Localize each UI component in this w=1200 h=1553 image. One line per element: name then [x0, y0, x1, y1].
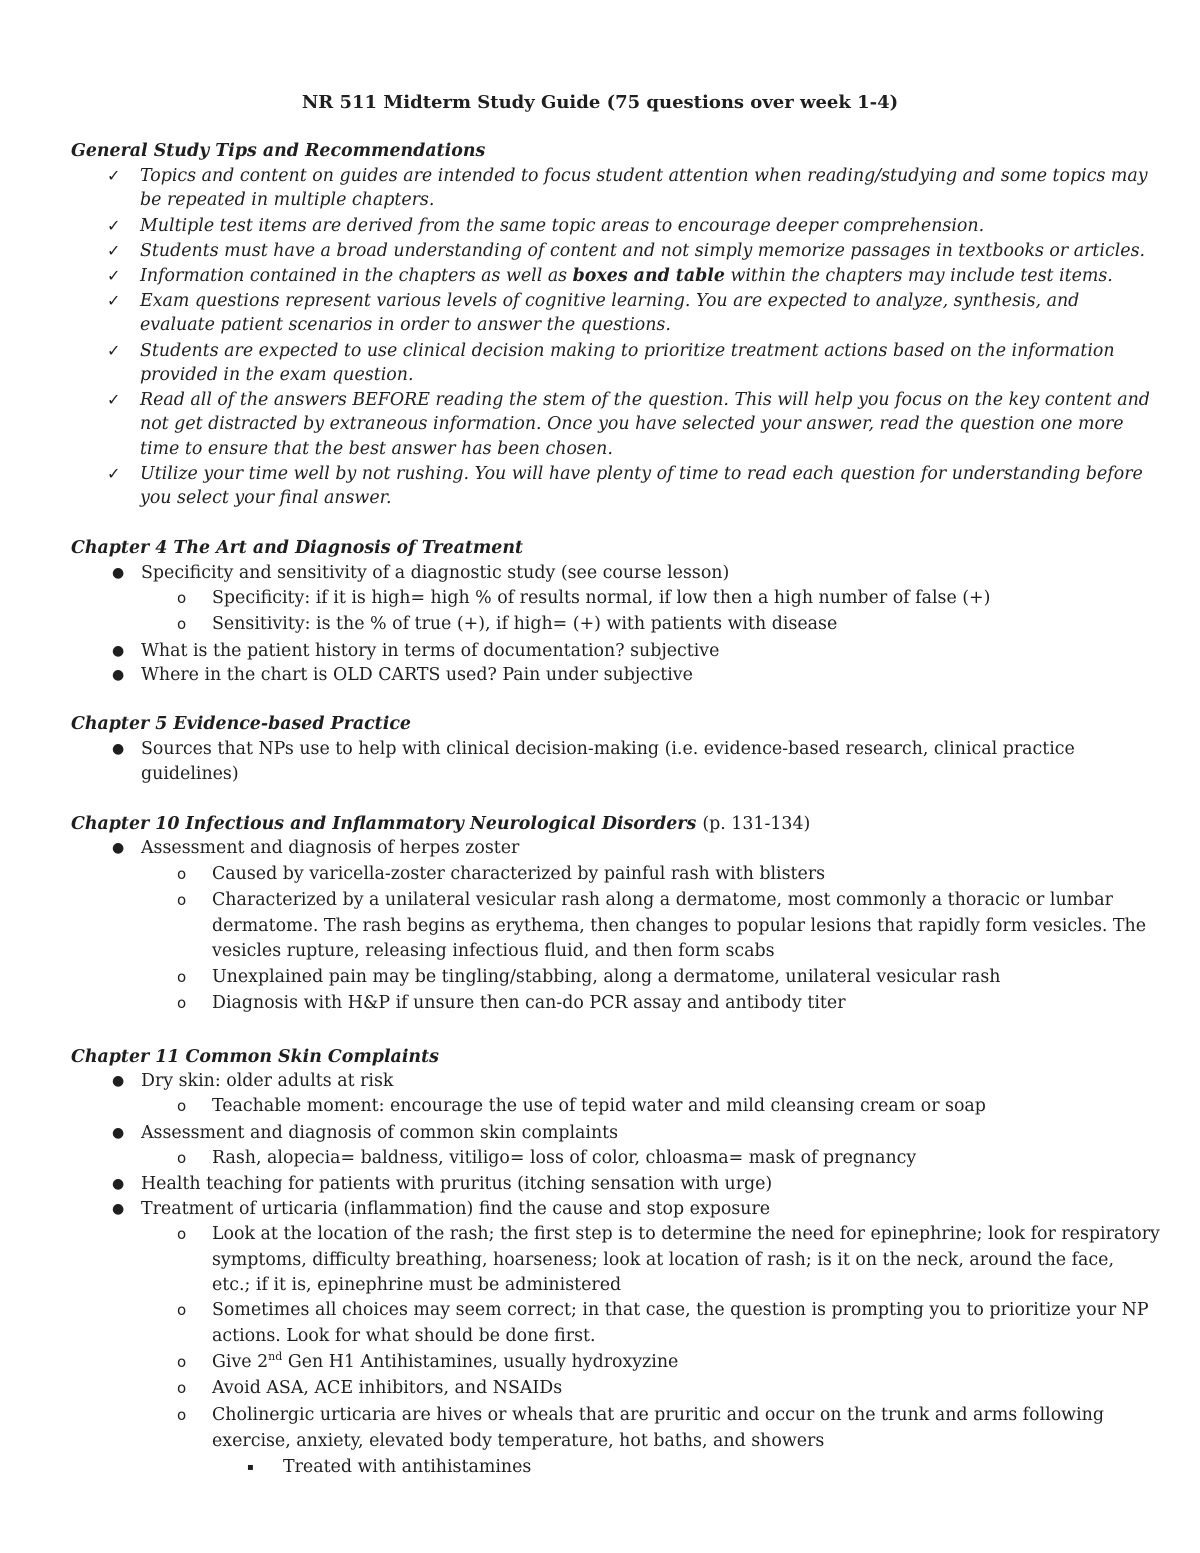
tip-line: Read all of the answers BEFORE reading the stem of the question. This will help you focus on the key content and — [140, 390, 1150, 410]
chapter-11-heading: Chapter 11 Common Skin Complaints — [71, 1047, 439, 1067]
circle-bullet-icon: o — [177, 994, 187, 1012]
sub-bullet-item-cont: symptoms, difficulty breathing, hoarseness; look at location of rash; is it on the neck, around the face, — [212, 1250, 1114, 1270]
bullet-icon: ● — [112, 643, 125, 659]
tip-line: not get distracted by extraneous information. Once you have selected your answer, read the question one more — [140, 414, 1124, 434]
tip-line: you select your final answer. — [140, 488, 392, 508]
circle-bullet-icon: o — [177, 589, 187, 607]
sub-bullet-item: Sensitivity: is the % of true (+), if high= (+) with patients with disease — [212, 614, 838, 634]
circle-bullet-icon: o — [177, 1301, 187, 1319]
sub-bullet-item: Sometimes all choices may seem correct; in that case, the question is prompting you to prioritize your NP — [212, 1300, 1149, 1320]
bullet-icon: ● — [112, 741, 125, 757]
sub-bullet-item: Cholinergic urticaria are hives or wheals that are pruritic and occur on the trunk and arms following — [212, 1405, 1104, 1425]
check-icon: ✓ — [107, 464, 121, 483]
tip-text: Information contained in the chapters as well as — [140, 266, 568, 286]
tip-line: Exam questions represent various levels of cognitive learning. You are expected to analyze, synthesis, and — [140, 291, 1080, 311]
text-part: Gen H1 Antihistamines, usually hydroxyzine — [282, 1352, 679, 1372]
tip-line: be repeated in multiple chapters. — [140, 190, 435, 210]
sub-bullet-item: Rash, alopecia= baldness, vitiligo= loss of color, chloasma= mask of pregnancy — [212, 1148, 917, 1168]
tip-line: Utilize your time well by not rushing. You will have plenty of time to read each question for understanding before — [140, 464, 1143, 484]
bullet-item: Assessment and diagnosis of common skin complaints — [141, 1123, 619, 1143]
bullet-item: Specificity and sensitivity of a diagnostic study (see course lesson) — [141, 563, 730, 583]
square-bullet-icon: ▪ — [247, 1462, 254, 1473]
bullet-icon: ● — [112, 565, 125, 581]
chapter-4-heading: Chapter 4 The Art and Diagnosis of Treatment — [71, 538, 524, 558]
sub-bullet-item-cont: actions. Look for what should be done first. — [212, 1326, 596, 1346]
check-icon: ✓ — [107, 291, 121, 310]
circle-bullet-icon: o — [177, 1225, 187, 1243]
sub-bullet-item-cont: dermatome. The rash begins as erythema, then changes to popular lesions that rapidly form vesicles. The — [212, 916, 1147, 936]
tip-text: within the chapters may include test items. — [730, 266, 1113, 286]
tip-line: Students must have a broad understanding of content and not simply memorize passages in textbooks or articles. — [140, 241, 1146, 261]
tip-bold-text: boxes and table — [572, 266, 725, 286]
bullet-item: What is the patient history in terms of documentation? subjective — [141, 641, 720, 661]
sub-bullet-item: Avoid ASA, ACE inhibitors, and NSAIDs — [212, 1378, 563, 1398]
circle-bullet-icon: o — [177, 1353, 187, 1371]
check-icon: ✓ — [107, 266, 121, 285]
chapter-5-heading: Chapter 5 Evidence-based Practice — [71, 714, 411, 734]
bullet-item: Dry skin: older adults at risk — [141, 1071, 394, 1091]
tips-heading: General Study Tips and Recommendations — [71, 141, 486, 161]
tip-line — [140, 264, 1113, 289]
check-icon: ✓ — [107, 341, 121, 360]
document-title: NR 511 Midterm Study Guide (75 questions over week 1-4) — [301, 92, 899, 113]
circle-bullet-icon: o — [177, 865, 187, 883]
circle-bullet-icon: o — [177, 1097, 187, 1115]
superscript: nd — [268, 1350, 283, 1364]
bullet-item: Treatment of urticaria (inflammation) find the cause and stop exposure — [141, 1199, 771, 1219]
sub-bullet-item: Teachable moment: encourage the use of tepid water and mild cleansing cream or soap — [212, 1096, 986, 1116]
circle-bullet-icon: o — [177, 968, 187, 986]
check-icon: ✓ — [107, 166, 121, 185]
bullet-item: Where in the chart is OLD CARTS used? Pain under subjective — [141, 665, 693, 685]
bullet-icon: ● — [112, 667, 125, 683]
chapter-10-title: Chapter 10 Infectious and Inflammatory Neurological Disorders — [71, 814, 697, 834]
bullet-item: Sources that NPs use to help with clinical decision-making (i.e. evidence-based research, clinical practice — [141, 739, 1075, 759]
tertiary-bullet-item: Treated with antihistamines — [283, 1457, 532, 1477]
sub-bullet-item: Look at the location of the rash; the first step is to determine the need for epinephrine; look for respiratory — [212, 1224, 1160, 1244]
tip-line: Topics and content on guides are intended to focus student attention when reading/studying and some topics may — [140, 166, 1148, 186]
tip-line: evaluate patient scenarios in order to answer the questions. — [140, 315, 671, 335]
sub-bullet-item — [212, 1350, 678, 1375]
check-icon: ✓ — [107, 390, 121, 409]
bullet-icon: ● — [112, 1073, 125, 1089]
check-icon: ✓ — [107, 216, 121, 235]
sub-bullet-item-cont: vesicles rupture, releasing infectious fluid, and then form scabs — [212, 941, 775, 961]
bullet-icon: ● — [112, 1125, 125, 1141]
chapter-10-pages: (p. 131-134) — [702, 814, 811, 834]
bullet-icon: ● — [112, 840, 125, 856]
tip-line: time to ensure that the best answer has been chosen. — [140, 439, 613, 459]
sub-bullet-item: Characterized by a unilateral vesicular rash along a dermatome, most commonly a thoracic or lumbar — [212, 890, 1113, 910]
bullet-icon: ● — [112, 1201, 125, 1217]
bullet-icon: ● — [112, 1176, 125, 1192]
bullet-item: Assessment and diagnosis of herpes zoster — [141, 838, 520, 858]
circle-bullet-icon: o — [177, 1406, 187, 1424]
sub-bullet-item: Specificity: if it is high= high % of results normal, if low then a high number of false (+) — [212, 588, 991, 608]
tip-line: Multiple test items are derived from the same topic areas to encourage deeper comprehension. — [140, 216, 985, 236]
chapter-10-heading — [71, 812, 810, 837]
sub-bullet-item: Caused by varicella-zoster characterized by painful rash with blisters — [212, 864, 826, 884]
sub-bullet-item-cont: etc.; if it is, epinephrine must be administered — [212, 1275, 622, 1295]
circle-bullet-icon: o — [177, 1379, 187, 1397]
sub-bullet-item: Unexplained pain may be tingling/stabbing, along a dermatome, unilateral vesicular rash — [212, 967, 1001, 987]
bullet-item-cont: guidelines) — [141, 764, 239, 784]
check-icon: ✓ — [107, 241, 121, 260]
circle-bullet-icon: o — [177, 891, 187, 909]
bullet-item: Health teaching for patients with pruritus (itching sensation with urge) — [141, 1174, 773, 1194]
tip-line: provided in the exam question. — [140, 365, 414, 385]
circle-bullet-icon: o — [177, 1149, 187, 1167]
circle-bullet-icon: o — [177, 615, 187, 633]
text-part: Give 2 — [212, 1352, 269, 1372]
sub-bullet-item-cont: exercise, anxiety, elevated body temperature, hot baths, and showers — [212, 1431, 825, 1451]
tip-line: Students are expected to use clinical decision making to prioritize treatment actions based on the information — [140, 341, 1115, 361]
sub-bullet-item: Diagnosis with H&P if unsure then can-do PCR assay and antibody titer — [212, 993, 846, 1013]
